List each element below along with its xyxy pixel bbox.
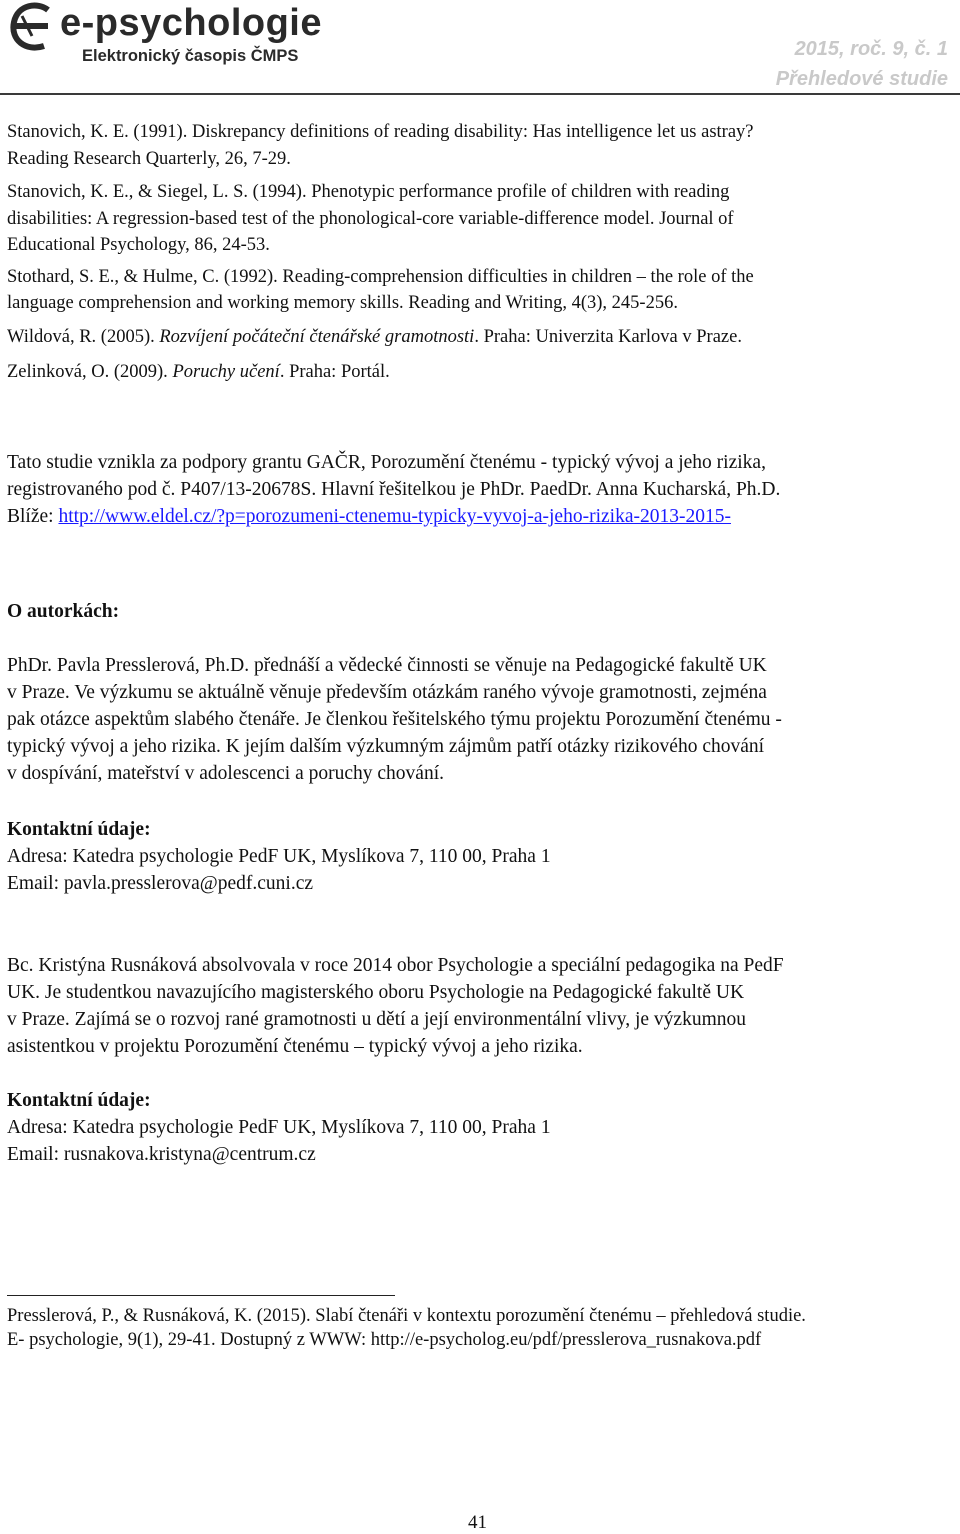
- citation-line: Presslerová, P., & Rusnáková, K. (2015). Slabí čtenáři v kontextu porozumění čtenému – přehledová studie.: [7, 1306, 806, 1326]
- reference-title: Poruchy učení: [172, 362, 280, 382]
- reference-publisher: . Praha: Portál.: [279, 362, 390, 382]
- reference-line: disabilities: A regression-based test of the phonological-core variable-difference model. Journal of: [7, 209, 734, 229]
- article-type-label: Přehledové studie: [775, 68, 948, 90]
- contact-address: Adresa: Katedra psychologie PedF UK, Myslíkova 7, 110 00, Praha 1: [7, 1117, 551, 1138]
- contact-label: Kontaktní údaje:: [7, 1090, 151, 1111]
- author-bio-line: pak otázce aspektům slabého čtenáře. Je členkou řešitelského týmu projektu Porozumění čtenému -: [7, 709, 782, 730]
- footnote-divider: [7, 1295, 395, 1296]
- reference-item: [7, 361, 390, 383]
- author-bio-line: asistentkou v projektu Porozumění čtenému – typický vývoj a jeho rizika.: [7, 1036, 583, 1057]
- citation-line: E- psychologie, 9(1), 29-41. Dostupný z WWW: http://e-psycholog.eu/pdf/presslerova_rusnakova.pdf: [7, 1330, 762, 1350]
- issue-label: 2015, roč. 9, č. 1: [794, 38, 948, 60]
- reference-line: Stothard, S. E., & Hulme, C. (1992). Reading-comprehension difficulties in children – the role of the: [7, 267, 754, 287]
- grant-more-label: Blíže:: [7, 506, 59, 527]
- reference-line: language comprehension and working memory skills. Reading and Writing, 4(3), 245-256.: [7, 293, 678, 313]
- page-number: 41: [468, 1512, 487, 1533]
- grant-text: Tato studie vznikla za podpory grantu GAČR, Porozumění čtenému - typický vývoj a jeho rizika,: [7, 452, 766, 473]
- contact-address: Adresa: Katedra psychologie PedF UK, Myslíkova 7, 110 00, Praha 1: [7, 846, 551, 867]
- reference-line: Educational Psychology, 86, 24-53.: [7, 235, 270, 255]
- reference-line: Stanovich, K. E., & Siegel, L. S. (1994). Phenotypic performance profile of children with reading: [7, 182, 730, 202]
- journal-logo-subtitle: Elektronický časopis ČMPS: [82, 47, 299, 65]
- grant-text: registrovaného pod č. P407/13-20678S. Hlavní řešitelkou je PhDr. PaedDr. Anna Kucharská, Ph.D.: [7, 479, 781, 500]
- author-bio-line: Bc. Kristýna Rusnáková absolvovala v roce 2014 obor Psychologie a speciální pedagogika na PedF: [7, 955, 784, 976]
- journal-logo-title: e-psychologie: [60, 2, 322, 44]
- author-bio-line: v dospívání, mateřství v adolescenci a poruchy chování.: [7, 763, 444, 784]
- reference-authors: Zelinková, O. (2009).: [7, 362, 173, 382]
- contact-email: Email: pavla.presslerova@pedf.cuni.cz: [7, 873, 314, 894]
- grant-link[interactable]: http://www.eldel.cz/?p=porozumeni-ctenemu-typicky-vyvoj-a-jeho-rizika-2013-2015-: [58, 506, 731, 527]
- e-psychologie-logo-icon: [8, 2, 60, 52]
- page-header: [0, 0, 960, 92]
- reference-title: Rozvíjení počáteční čtenářské gramotnosti: [159, 327, 475, 347]
- grant-more-info: [7, 506, 731, 528]
- author-bio-line: UK. Je studentkou navazujícího magisterského oboru Psychologie na Pedagogické fakultě UK: [7, 982, 745, 1003]
- reference-line: Stanovich, K. E. (1991). Diskrepancy definitions of reading disability: Has intelligence let us astray?: [7, 122, 754, 142]
- reference-line: Reading Research Quarterly, 26, 7-29.: [7, 149, 291, 169]
- header-divider: [0, 93, 960, 95]
- contact-label: Kontaktní údaje:: [7, 819, 151, 840]
- author-bio-line: v Praze. Ve výzkumu se aktuálně věnuje především otázkám raného vývoje gramotnosti, zejména: [7, 682, 767, 703]
- reference-authors: Wildová, R. (2005).: [7, 327, 160, 347]
- contact-email: Email: rusnakova.kristyna@centrum.cz: [7, 1144, 316, 1165]
- author-bio-line: typický vývoj a jeho rizika. K jejím dalším výzkumným zájmům patří otázky rizikového chování: [7, 736, 765, 757]
- reference-publisher: . Praha: Univerzita Karlova v Praze.: [474, 327, 742, 347]
- author-bio-line: v Praze. Zajímá se o rozvoj rané gramotnosti u dětí a její environmentální vlivy, je výzkumnou: [7, 1009, 746, 1030]
- reference-item: [7, 326, 742, 348]
- authors-heading: O autorkách:: [7, 601, 120, 622]
- author-bio-line: PhDr. Pavla Presslerová, Ph.D. přednáší a vědecké činnosti se věnuje na Pedagogické fakultě UK: [7, 655, 767, 676]
